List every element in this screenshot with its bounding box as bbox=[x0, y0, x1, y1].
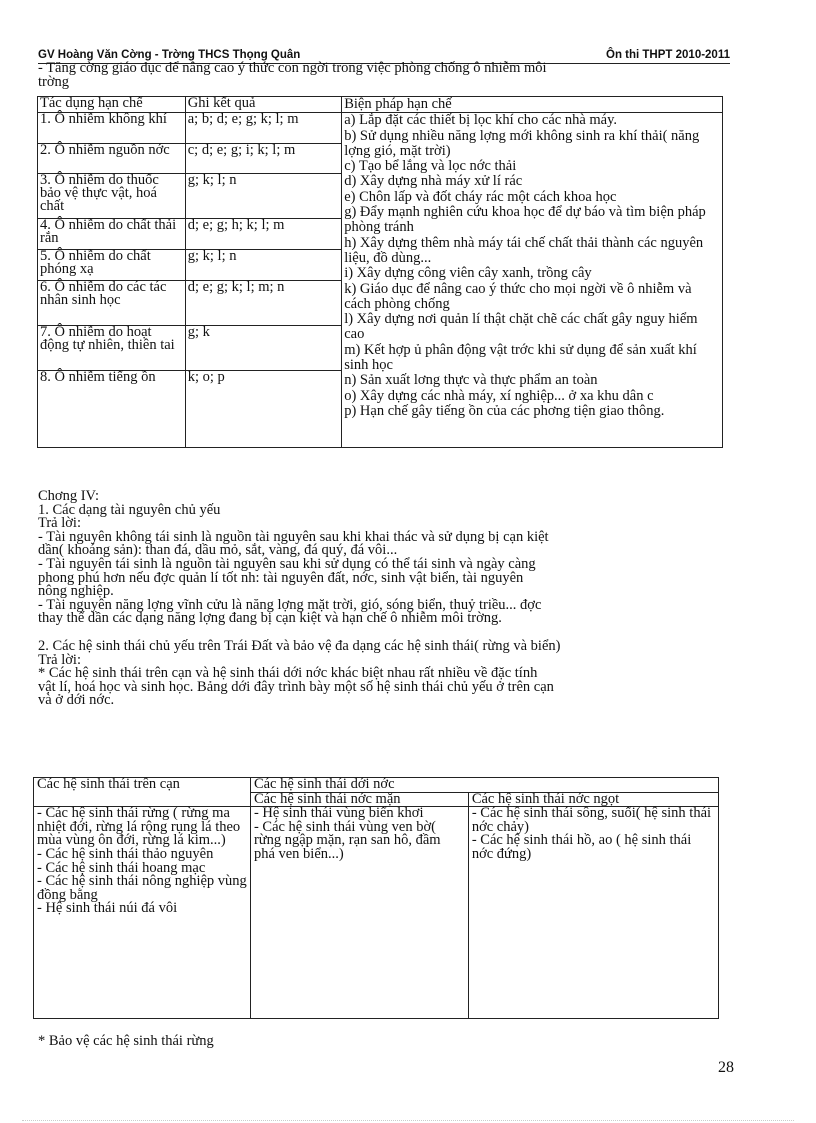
list-item: - Các hệ sinh thái rừng ( rừng ma nhiệt đới, rừng lá rộng rụng lá theo mùa vùng ôn đới, rừng lá kim...) bbox=[37, 805, 241, 849]
list-item: - Các hệ sinh thái hoang mạc bbox=[37, 859, 206, 876]
text-line: phong phú hơn nếu đợc quản lí tốt nh: tài nguyên đất, nớc, sinh vật biển, tài nguyên bbox=[38, 569, 524, 586]
text-line: vật lí, hoá học và sinh học. Bảng dới đây trình bày một số hệ sinh thái chủ yếu ở trên cạn bbox=[38, 678, 554, 695]
footer-note: * Bảo vệ các hệ sinh thái rừng bbox=[38, 1033, 214, 1049]
effect-cell: 6. Ô nhiễm do các tác nhân sinh học bbox=[38, 281, 186, 326]
page-bottom-divider bbox=[22, 1120, 794, 1121]
measure-item: c) Tạo bể lắng và lọc nớc thải bbox=[344, 158, 517, 175]
text-line: - Tài nguyên không tái sinh là nguồn tài nguyên sau khi khai thác và sử dụng bị cạn kiệt bbox=[38, 528, 549, 545]
column-header: Biện pháp hạn chế bbox=[342, 97, 723, 113]
measures-cell bbox=[342, 113, 723, 448]
text-line: trờng bbox=[38, 73, 70, 90]
text-line: và ở dới nớc. bbox=[38, 692, 115, 709]
text-line: nông nghiệp. bbox=[38, 583, 114, 600]
fresh-water-header: Các hệ sinh thái nớc ngọt bbox=[468, 792, 718, 807]
text-line: * Các hệ sinh thái trên cạn và hệ sinh thái dới nớc khác biệt nhau rất nhiều về đặc tính bbox=[38, 665, 538, 682]
intro-paragraph bbox=[38, 62, 733, 89]
list-item: - Hệ sinh thái vùng biển khơi bbox=[253, 805, 424, 822]
land-header: Các hệ sinh thái trên cạn bbox=[34, 778, 251, 807]
list-item: - Các hệ sinh thái sông, suối( hệ sinh thái nớc chảy) bbox=[471, 805, 712, 835]
measure-item: i) Xây dựng công viên cây xanh, trồng cây bbox=[344, 265, 592, 282]
measure-item: e) Chôn lấp và đốt cháy rác một cách khoa học bbox=[344, 188, 617, 205]
measure-item: g) Đẩy mạnh nghiên cứu khoa học để dự báo và tìm biện pháp phòng tránh bbox=[344, 204, 706, 236]
ecosystems-table bbox=[33, 777, 719, 1019]
column-header: Ghi kết quả bbox=[185, 97, 341, 113]
result-cell: d; e; g; h; k; l; m bbox=[185, 219, 341, 250]
text-line: dần( khoáng sản): than đá, dầu mỏ, sắt, vàng, đá quý, đá vôi... bbox=[38, 542, 398, 559]
effect-cell: 5. Ô nhiễm do chất phóng xạ bbox=[38, 250, 186, 281]
list-item: - Các hệ sinh thái hồ, ao ( hệ sinh thái nớc đứng) bbox=[471, 832, 692, 862]
text-line: - Tài nguyên tái sinh là nguồn tài nguyên sau khi sử dụng có thể tái sinh và ngày càng bbox=[38, 555, 536, 572]
text-line: thay thế dần các dạng năng lợng đang bị cạn kiệt và hạn chế ô nhiễm môi trờng. bbox=[38, 610, 502, 627]
page-number: 28 bbox=[718, 1059, 734, 1076]
result-cell: d; e; g; k; l; m; n bbox=[185, 281, 341, 326]
table-row bbox=[38, 113, 723, 144]
effect-cell: 1. Ô nhiễm không khí bbox=[38, 113, 186, 144]
header-course: Ôn thi THPT 2010-2011 bbox=[606, 49, 730, 61]
effect-cell: 7. Ô nhiễm do hoạt động tự nhiên, thiên tai bbox=[38, 326, 186, 371]
list-item: - Các hệ sinh thái thảo nguyên bbox=[37, 845, 214, 862]
effect-cell: 3. Ô nhiễm do thuốc bảo vệ thực vật, hoá chất bbox=[38, 174, 186, 219]
result-cell: g; k; l; n bbox=[185, 174, 341, 219]
list-item: - Các hệ sinh thái vùng ven bờ( rừng ngập mặn, rạn san hô, đầm phá ven biển...) bbox=[253, 818, 441, 862]
result-cell: g; k; l; n bbox=[185, 250, 341, 281]
chapter-title: Chơng IV: bbox=[38, 488, 99, 504]
result-cell: a; b; d; e; g; k; l; m bbox=[185, 113, 341, 144]
result-cell: k; o; p bbox=[185, 371, 341, 448]
measure-item: a) Lắp đặt các thiết bị lọc khí cho các nhà máy. bbox=[344, 112, 618, 129]
answer-label: Trả lời: bbox=[38, 515, 81, 532]
measure-item: o) Xây dựng các nhà máy, xí nghiệp... ở xa khu dân c bbox=[344, 387, 654, 404]
list-item: - Hệ sinh thái núi đá vôi bbox=[37, 900, 178, 917]
table-header-row bbox=[34, 778, 719, 793]
measure-item: k) Giáo dục để nâng cao ý thức cho mọi ngời về ô nhiễm và cách phòng chống bbox=[344, 280, 692, 312]
header-author: GV Hoàng Văn Cờng - Trờng THCS Thọng Quân bbox=[38, 49, 301, 61]
measure-item: p) Hạn chế gây tiếng ồn của các phơng tiện giao thông. bbox=[344, 402, 665, 419]
chapter-section bbox=[38, 490, 733, 708]
result-cell: g; k bbox=[185, 326, 341, 371]
water-header: Các hệ sinh thái dới nớc bbox=[250, 778, 718, 793]
measure-item: d) Xây dựng nhà máy xử lí rác bbox=[344, 173, 523, 190]
fresh-ecosystems-cell bbox=[468, 807, 718, 1019]
table-row bbox=[34, 807, 719, 1019]
salt-ecosystems-cell bbox=[250, 807, 468, 1019]
land-ecosystems-cell bbox=[34, 807, 251, 1019]
effect-cell: 4. Ô nhiễm do chất thải rắn bbox=[38, 219, 186, 250]
measure-item: n) Sản xuất lơng thực và thực phẩm an toàn bbox=[344, 372, 598, 389]
question-heading: 2. Các hệ sinh thái chủ yếu trên Trái Đất và bảo vệ đa dạng các hệ sinh thái( rừng và biển) bbox=[38, 637, 561, 654]
measure-item: m) Kết hợp ủ phân động vật trớc khi sử dụng để sản xuất khí sinh học bbox=[344, 341, 697, 374]
text-line: - Tăng cờng giáo dục để nâng cao ý thức con ngời trong việc phòng chống ô nhiễm môi bbox=[38, 60, 547, 76]
list-item: - Các hệ sinh thái nông nghiệp vùng đồng bằng bbox=[37, 873, 247, 903]
question-heading: 1. Các dạng tài nguyên chủ yếu bbox=[38, 501, 221, 518]
effect-cell: 8. Ô nhiễm tiếng ồn bbox=[38, 371, 186, 448]
effect-cell: 2. Ô nhiễm nguồn nớc bbox=[38, 144, 186, 174]
salt-water-header: Các hệ sinh thái nớc mặn bbox=[250, 792, 468, 807]
pollution-measures-table bbox=[37, 96, 723, 448]
measure-item: l) Xây dựng nơi quản lí thật chặt chẽ các chất gây nguy hiểm cao bbox=[344, 311, 698, 343]
answer-label: Trả lời: bbox=[38, 651, 81, 668]
column-header: Tác dụng hạn chế bbox=[38, 97, 186, 113]
measure-item: h) Xây dựng thêm nhà máy tái chế chất thải thành các nguyên liệu, đồ dùng... bbox=[344, 234, 704, 266]
measure-item: b) Sử dụng nhiều năng lợng mới không sinh ra khí thải( năng lợng gió, mặt trời) bbox=[344, 127, 700, 159]
result-cell: c; d; e; g; i; k; l; m bbox=[185, 144, 341, 174]
text-line: - Tài nguyên năng lợng vĩnh cửu là năng lợng mặt trời, gió, sóng biển, thuỷ triều... đợc bbox=[38, 596, 542, 613]
